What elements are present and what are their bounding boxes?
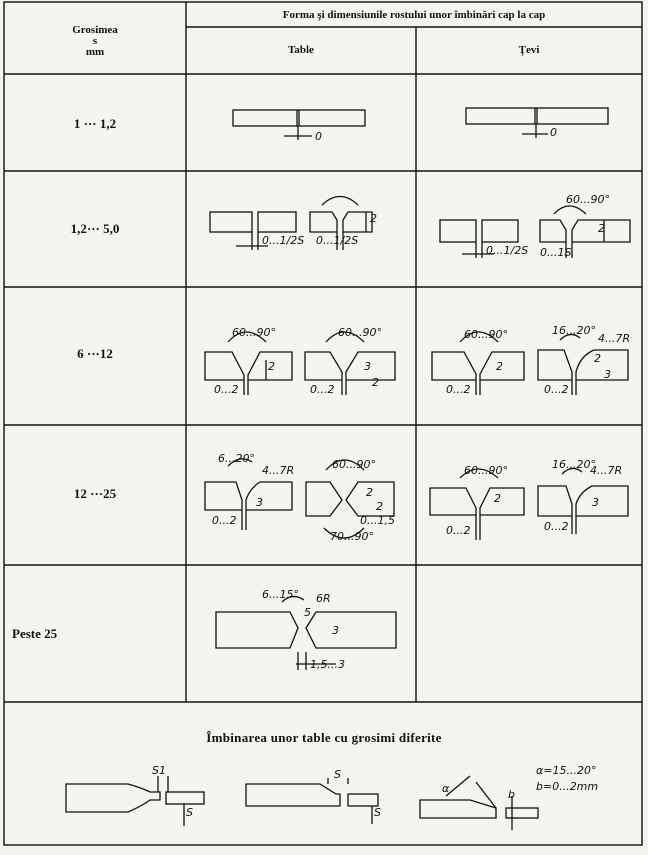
bottom-diagram-c xyxy=(420,776,538,830)
row3-table-root-a: 2 xyxy=(268,360,275,373)
row5-thickness: Peste 25 xyxy=(12,626,58,641)
row3-tevi-gap-a: 0...2 xyxy=(446,383,471,396)
row3-tevi-angle-a: 60...90° xyxy=(464,328,508,341)
row4-tevi-diagram-a xyxy=(430,469,524,540)
row4-tevi-angle-b: 16...20° xyxy=(552,458,596,471)
row3-table-depth-b: 2 xyxy=(372,376,379,389)
row2-tevi-gap-b: 0...1S xyxy=(540,246,572,259)
row4-tevi-root-a: 2 xyxy=(494,492,501,505)
row3-table-gap-a: 0...2 xyxy=(214,383,239,396)
header-thickness-line1: Grosimea xyxy=(72,24,118,36)
row3-table-angle-b: 60...90° xyxy=(338,326,382,339)
bottom-c-alpha: α xyxy=(442,782,450,795)
bottom-diagram-a xyxy=(66,776,204,826)
row4-table-depth-a: 3 xyxy=(256,496,263,509)
row3-table-angle-a: 60...90° xyxy=(232,326,276,339)
row3-tevi-root-a: 2 xyxy=(496,360,503,373)
row4-thickness: 12 ···25 xyxy=(73,486,117,501)
row4-table-angle-top: 60...90° xyxy=(332,458,376,471)
row1-tevi-diagram xyxy=(466,108,608,138)
row2-table-gap-b: 0...1/2S xyxy=(316,234,359,247)
bottom-note-b: b=0...2mm xyxy=(536,780,599,793)
bottom-diagram-b xyxy=(246,778,378,824)
row1-thickness: 1 ··· 1,2 xyxy=(73,116,117,131)
row4-tevi-gap-b: 0...2 xyxy=(544,520,569,533)
bottom-c-b: b xyxy=(508,788,515,801)
row3-tevi-radius-b: 4...7R xyxy=(598,332,631,345)
row4-tevi-gap-a: 0...2 xyxy=(446,524,471,537)
header-tevi: Ţevi xyxy=(518,44,540,56)
row2-table-root: 2 xyxy=(370,212,377,225)
row3-table-root-b: 3 xyxy=(364,360,371,373)
row4-tevi-radius-b: 4...7R xyxy=(590,464,623,477)
row4-tevi-angle-a: 60...90° xyxy=(464,464,508,477)
row3-table-gap-b: 0...2 xyxy=(310,383,335,396)
row5-table-radius: 6R xyxy=(316,592,331,605)
row5-table-root: 3 xyxy=(332,624,339,637)
row4-table-radius-a: 4...7R xyxy=(262,464,295,477)
row4-table-root-b: 2 xyxy=(366,486,373,499)
row1-tevi-gap: 0 xyxy=(550,126,557,139)
row3-thickness: 6 ···12 xyxy=(77,346,113,361)
row4-tevi-depth-b: 3 xyxy=(592,496,599,509)
row2-tevi-root: 2 xyxy=(598,222,605,235)
row3-tevi-gap-b: 0...2 xyxy=(544,383,569,396)
row4-table-angle-a: 6...20° xyxy=(218,452,255,465)
bottom-title: Îmbinarea unor table cu grosimi diferite xyxy=(206,730,442,745)
row3-tevi-angle-b: 16...20° xyxy=(552,324,596,337)
row2-table-gap-a: 0...1/2S xyxy=(262,234,305,247)
row5-table-angle: 6...15° xyxy=(262,588,299,601)
row5-table-land: 5 xyxy=(304,606,311,619)
bottom-a-s1: S1 xyxy=(152,764,166,777)
row2-tevi-gap-a: 0...1/2S xyxy=(486,244,529,257)
header-thickness-unit: mm xyxy=(85,46,105,58)
row1-table-gap: 0 xyxy=(315,130,322,143)
row3-tevi-depth-b: 3 xyxy=(604,368,611,381)
row4-table-depth-b: 2 xyxy=(376,500,383,513)
header-table: Table xyxy=(288,44,314,56)
row1-table-diagram xyxy=(233,110,365,140)
row4-table-gap-b: 0...1,5 xyxy=(360,514,395,527)
row5-table-gap: 1,5...3 xyxy=(310,658,345,671)
row3-tevi-root-b: 2 xyxy=(594,352,601,365)
row4-table-gap-a: 0...2 xyxy=(212,514,237,527)
header-thickness-symbol: s xyxy=(92,35,98,47)
row2-tevi-angle: 60...90° xyxy=(566,193,610,206)
bottom-a-s: S xyxy=(186,806,193,819)
row4-table-angle-bottom: 70...90° xyxy=(330,530,374,543)
header-group-title: Forma şi dimensiunile rostului unor îmbinări cap la cap xyxy=(282,9,546,21)
bottom-note-alpha: α=15...20° xyxy=(536,764,597,777)
bottom-b-s-plate: S xyxy=(374,806,381,819)
row2-thickness: 1,2··· 5,0 xyxy=(70,221,120,236)
bottom-b-s: S xyxy=(334,768,341,781)
